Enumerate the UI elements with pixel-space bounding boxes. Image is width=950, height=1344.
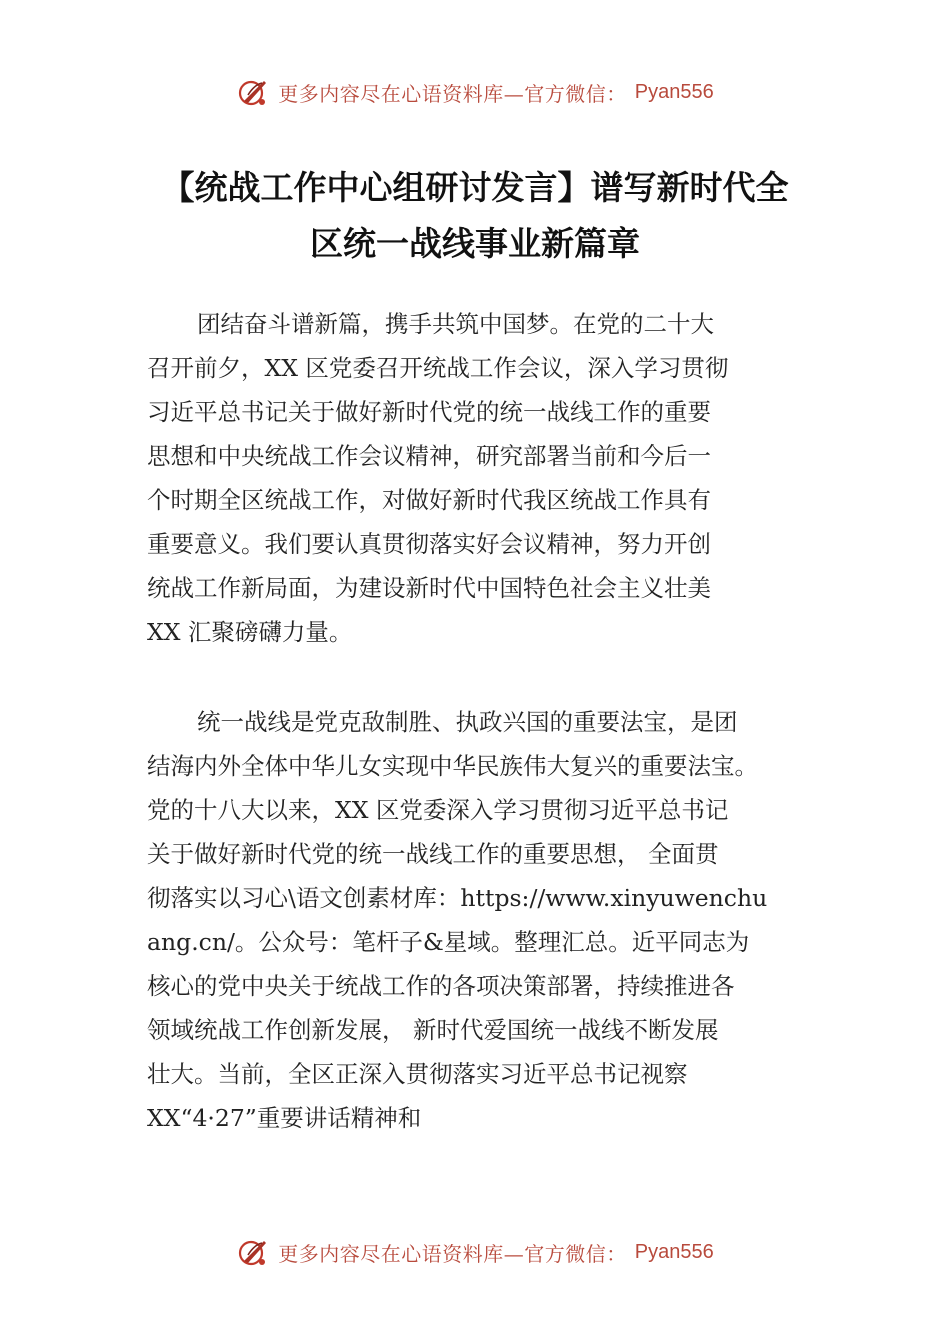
pen-quill-logo-icon <box>236 75 270 109</box>
text-line: 习近平总书记关于做好新时代党的统一战线工作的重要 <box>147 398 711 426</box>
footer-banner <box>0 1230 950 1274</box>
title-line: 区统一战线事业新篇章 <box>310 224 640 263</box>
banner-slogan: 更多内容尽在心语资料库—官方微信： <box>278 1241 627 1266</box>
text-line: XX 汇聚磅礴力量。 <box>147 618 353 646</box>
banner-wechat-handle: Pyan556 <box>634 1240 714 1263</box>
text-line: XX“4·27”重要讲话精神和 <box>147 1104 422 1132</box>
banner-wechat-handle: Pyan556 <box>634 80 714 103</box>
text-line: 壮大。当前，全区正深入贯彻落实习近平总书记视察 <box>147 1060 688 1088</box>
text-line: 党的十八大以来，XX 区党委深入学习贯彻习近平总书记 <box>147 796 729 824</box>
header-banner <box>0 70 950 114</box>
title-line: 【统战工作中心组研讨发言】谱写新时代全 <box>161 168 789 207</box>
text-line: 个时期全区统战工作，对做好新时代我区统战工作具有 <box>147 486 711 514</box>
text-line: 团结奋斗谱新篇，携手共筑中国梦。在党的二十大 <box>197 310 714 338</box>
text-line: 统战工作新局面，为建设新时代中国特色社会主义壮美 <box>147 574 711 602</box>
text-line: 统一战线是党克敌制胜、执政兴国的重要法宝，是团 <box>197 708 738 736</box>
text-line: 召开前夕，XX 区党委召开统战工作会议，深入学习贯彻 <box>147 354 729 382</box>
pen-quill-logo-icon <box>236 1235 270 1269</box>
text-line: ang.cn/。公众号：笔杆子&星域。整理汇总。近平同志为 <box>147 928 750 956</box>
text-line: 重要意义。我们要认真贯彻落实好会议精神，努力开创 <box>147 530 711 558</box>
text-line: 结海内外全体中华儿女实现中华民族伟大复兴的重要法宝。 <box>147 752 758 780</box>
paragraph-1 <box>147 302 827 654</box>
text-line: 核心的党中央关于统战工作的各项决策部署，持续推进各 <box>147 972 735 1000</box>
paragraph-2 <box>147 700 827 1140</box>
text-line: 思想和中央统战工作会议精神，研究部署当前和今后一 <box>147 442 711 470</box>
banner-slogan: 更多内容尽在心语资料库—官方微信： <box>278 81 627 106</box>
text-line: 领域统战工作创新发展， 新时代爱国统一战线不断发展 <box>147 1016 719 1044</box>
text-line: 关于做好新时代党的统一战线工作的重要思想， 全面贯 <box>147 840 719 868</box>
text-line: 彻落实以习心\语文创素材库：https://www.xinyuwenchu <box>147 884 768 912</box>
page-title <box>100 160 850 272</box>
